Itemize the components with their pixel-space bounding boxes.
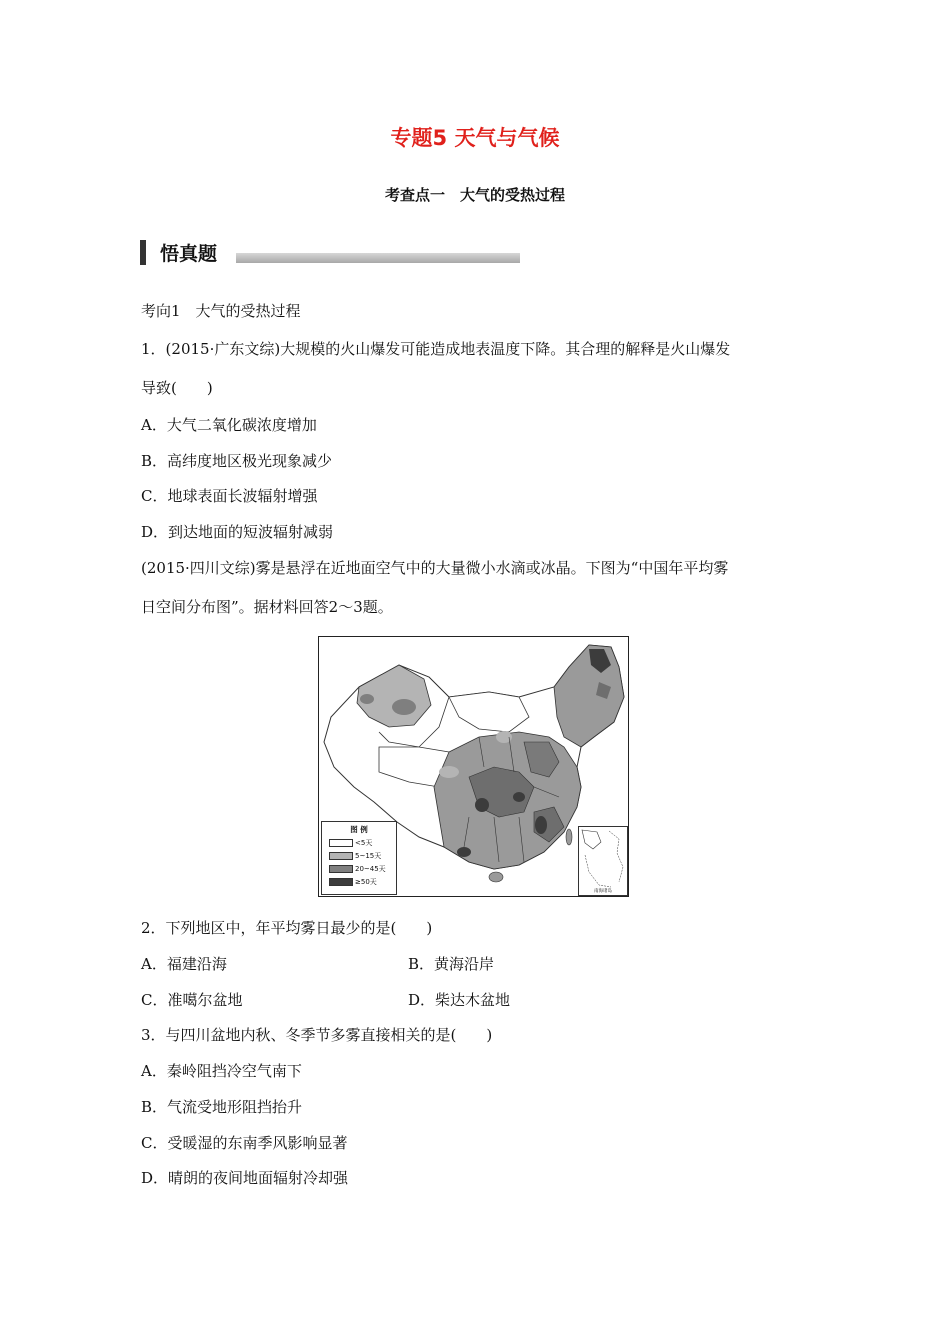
q2-option-c: C．准噶尔盆地 (141, 991, 243, 1009)
legend-item (329, 876, 396, 887)
page-title: 专题5 天气与气候 (390, 126, 560, 150)
legend-item (329, 850, 396, 861)
fog-days-map (318, 636, 629, 897)
legend-label: 20~45天 (355, 864, 386, 873)
page-subtitle: 考查点一 大气的受热过程 (384, 186, 565, 204)
section-title: 悟真题 (160, 243, 218, 265)
q2-stem: 2．下列地区中，年平均雾日最少的是( ) (141, 919, 433, 937)
map-legend (321, 821, 397, 895)
inset-label: 南海诸岛 (594, 889, 612, 894)
q2-option-b: B．黄海沿岸 (408, 955, 495, 973)
legend-label: <5天 (355, 838, 373, 847)
q3-stem: 3．与四川盆地内秋、冬季节多雾直接相关的是( ) (141, 1026, 493, 1044)
legend-swatch (329, 865, 353, 873)
q1-option-b: B．高纬度地区极光现象减少 (141, 452, 333, 470)
q3-option-c: C．受暖湿的东南季风影响显著 (141, 1134, 348, 1152)
legend-label: ≥50天 (355, 877, 377, 886)
q1-stem-line2: 导致( ) (141, 379, 213, 397)
q1-stem-line1: 1．(2015·广东文综)大规模的火山爆发可能造成地表温度下降。其合理的解释是火山爆发 (141, 340, 731, 358)
legend-item (329, 863, 396, 874)
legend-swatch (329, 839, 353, 847)
direction-heading: 考向1 大气的受热过程 (141, 302, 301, 320)
q3-option-a: A．秦岭阻挡冷空气南下 (141, 1062, 302, 1080)
q3-option-b: B．气流受地形阻挡抬升 (141, 1098, 303, 1116)
section-divider (236, 253, 520, 263)
q2-option-d: D．柴达木盆地 (408, 991, 511, 1009)
legend-item (329, 837, 396, 848)
legend-label: 5~15天 (355, 851, 382, 860)
legend-swatch (329, 852, 353, 860)
q1-option-d: D．到达地面的短波辐射减弱 (141, 523, 334, 541)
q1-option-a: A．大气二氧化碳浓度增加 (141, 416, 317, 434)
legend-title: 图 例 (350, 825, 368, 834)
section-marker (140, 240, 146, 265)
material-line2: 日空间分布图”。据材料回答2～3题。 (141, 598, 393, 616)
q3-option-d: D．晴朗的夜间地面辐射冷却强 (141, 1169, 349, 1187)
south-china-sea-inset (578, 826, 628, 896)
material-line1: (2015·四川文综)雾是悬浮在近地面空气中的大量微小水滴或冰晶。下图为“中国年平均雾 (141, 559, 729, 577)
q2-option-a: A．福建沿海 (141, 955, 227, 973)
q1-option-c: C．地球表面长波辐射增强 (141, 487, 318, 505)
inset-map-graphic (579, 827, 627, 895)
legend-swatch (329, 878, 353, 886)
